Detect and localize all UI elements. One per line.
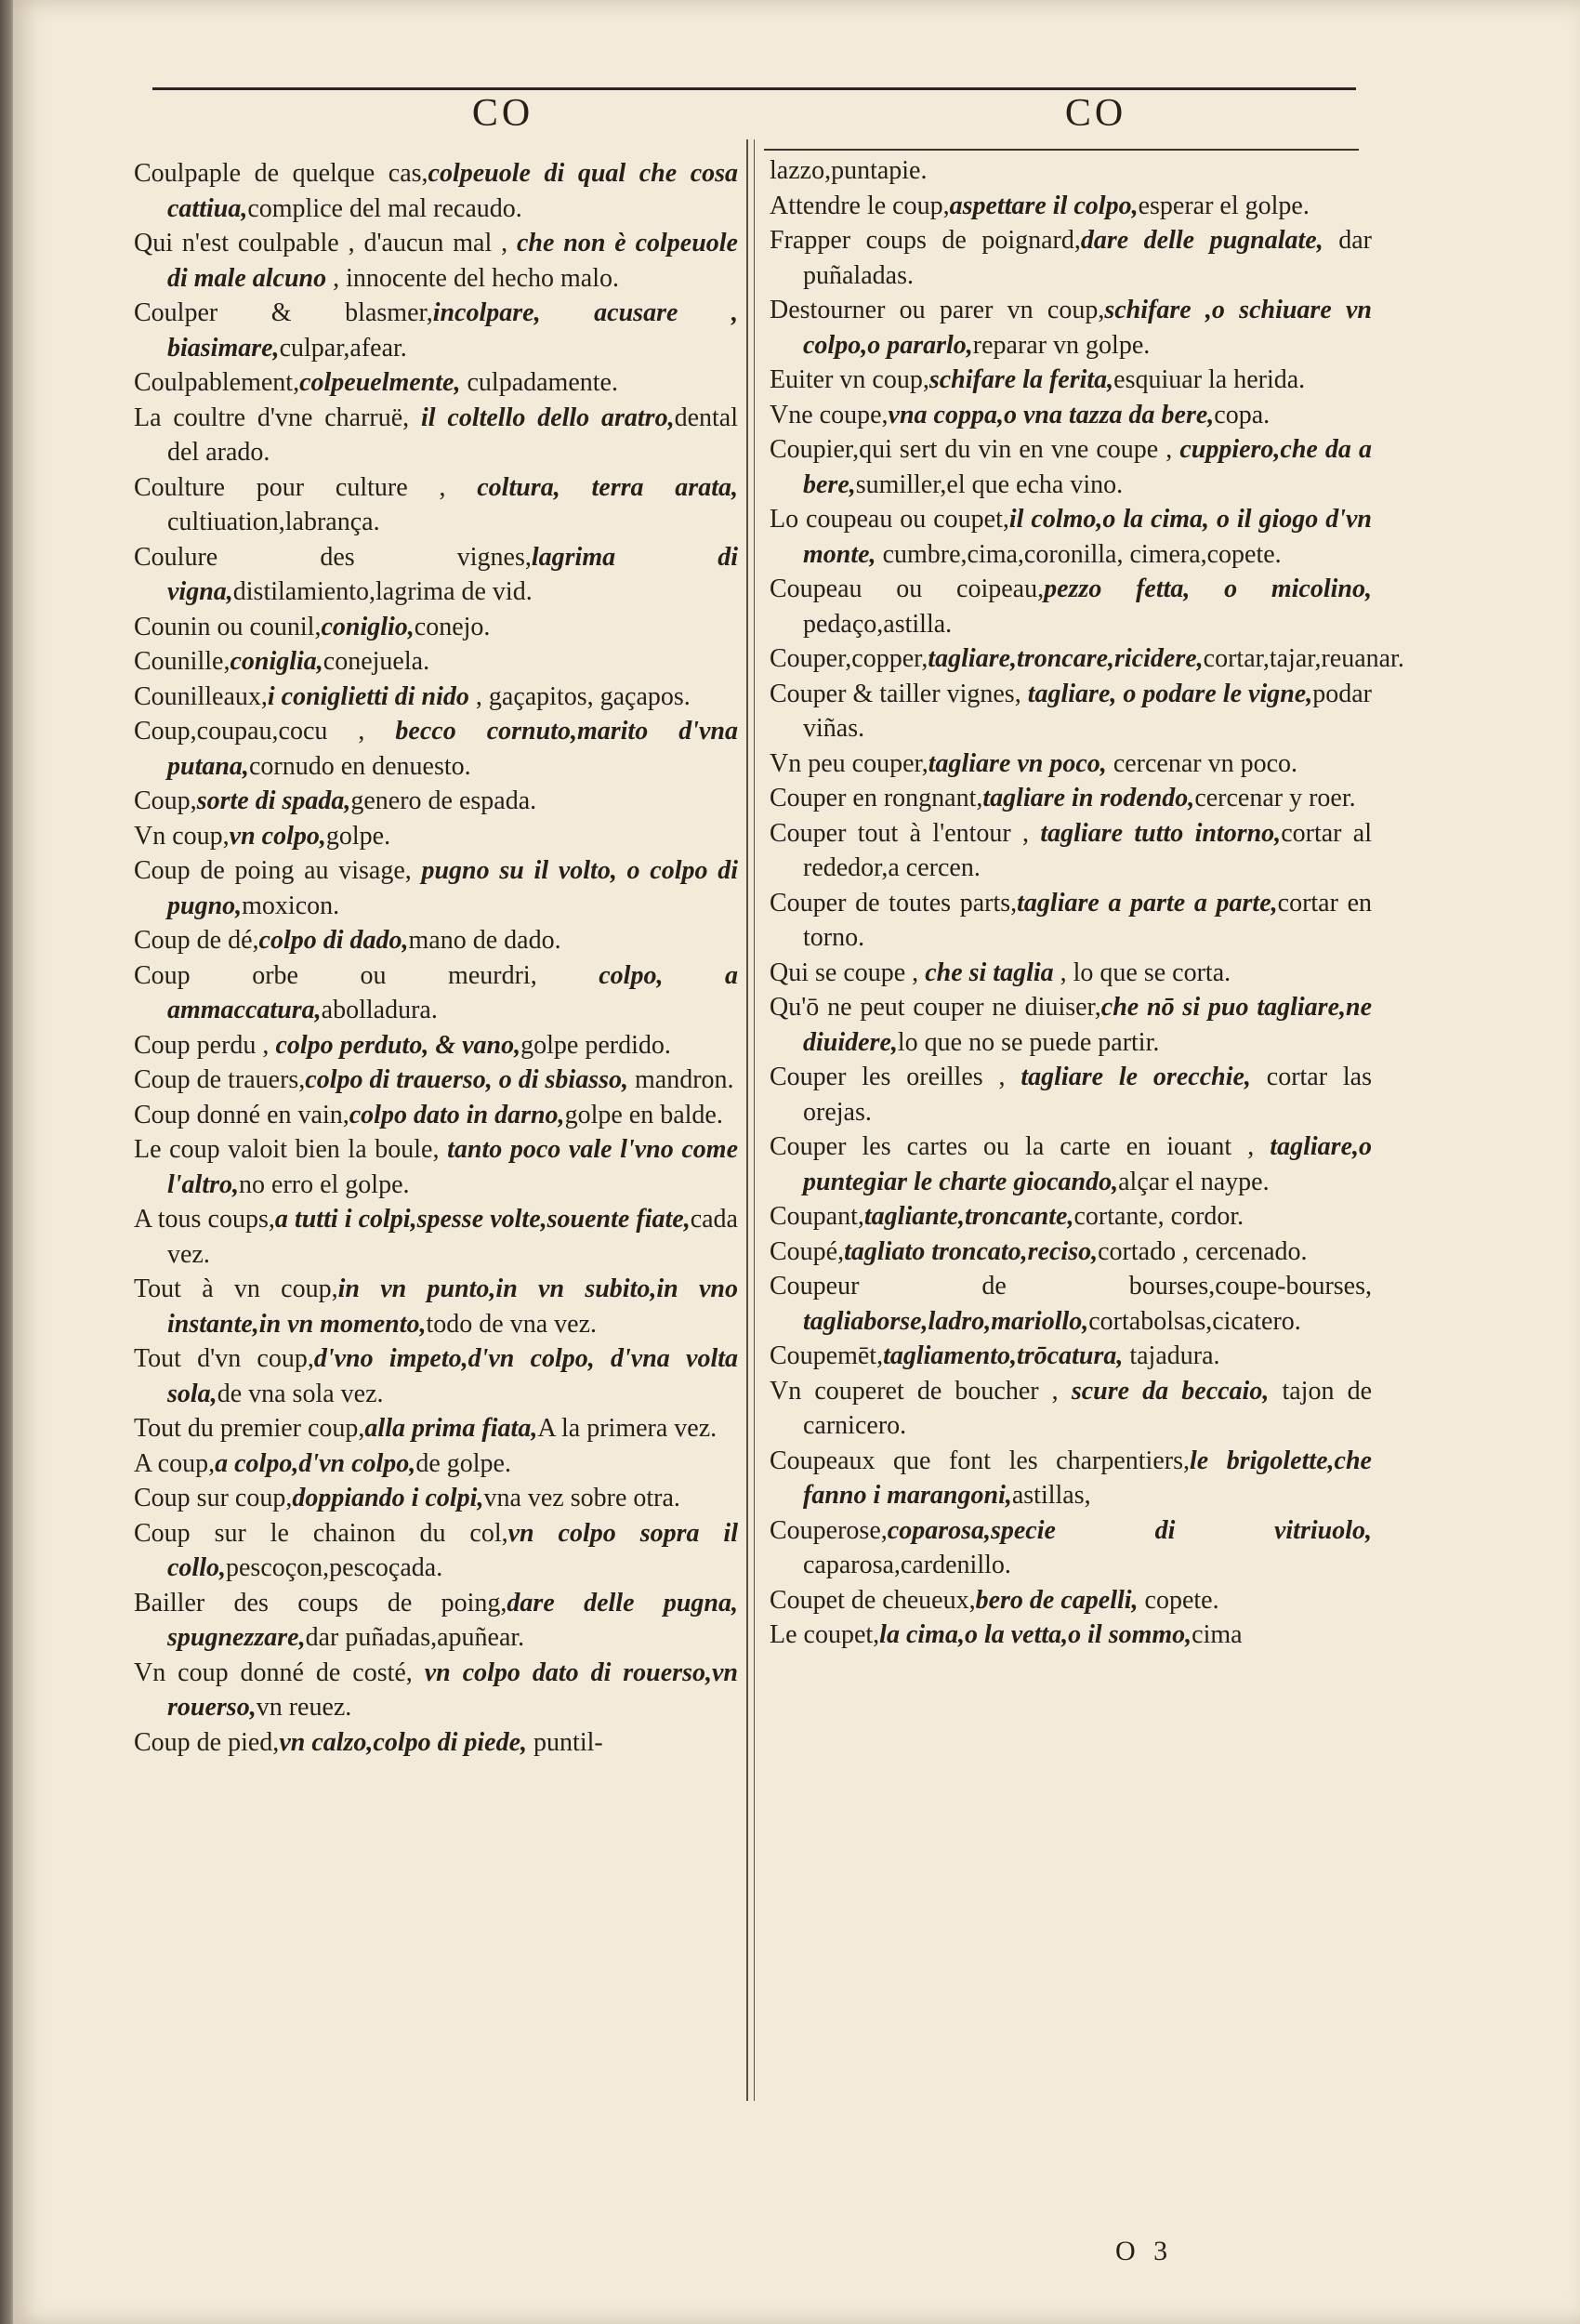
italian-translation: colpeuelmente, xyxy=(299,368,461,397)
running-head-left: CO xyxy=(471,92,534,135)
french-headword: Coupier,qui sert du vin en vne coupe , xyxy=(770,435,1180,464)
dictionary-entry xyxy=(770,1618,1372,1653)
french-headword: Tout du premier coup, xyxy=(134,1414,365,1443)
spanish-translation: cercenar y roer. xyxy=(1194,784,1356,812)
italian-translation: coltura, terra arata, xyxy=(477,472,738,502)
french-headword: Coulture pour culture , xyxy=(134,472,478,502)
dictionary-entry xyxy=(770,189,1372,224)
spanish-translation: no erro el golpe. xyxy=(239,1169,410,1199)
spanish-translation: puntil- xyxy=(527,1727,603,1757)
italian-translation: che si taglia xyxy=(925,957,1054,987)
spanish-translation: dar puñadas,apuñear. xyxy=(305,1623,525,1652)
spanish-translation: complice del mal recaudo. xyxy=(247,193,522,223)
french-headword: Vn coup donné de costé, xyxy=(134,1657,425,1687)
italian-translation: a colpo,d'vn colpo, xyxy=(215,1448,416,1478)
italian-translation: tagliare tutto intorno, xyxy=(1040,818,1282,848)
spanish-translation: cornudo en denuesto. xyxy=(248,751,471,781)
italian-translation: becco cornuto,marito d'vna putana, xyxy=(167,717,738,781)
spanish-translation: lo que no se puede partir. xyxy=(897,1027,1160,1057)
dictionary-entry xyxy=(770,1060,1372,1129)
spanish-translation: genero de espada. xyxy=(350,786,537,815)
italian-translation: coniglio, xyxy=(321,612,415,641)
spanish-translation: vna vez sobre otra. xyxy=(483,1484,680,1512)
spanish-translation: cortado , cercenado. xyxy=(1098,1236,1308,1266)
dictionary-entry xyxy=(770,572,1372,641)
italian-translation: tagliamento,trōcatura, xyxy=(883,1341,1124,1370)
italian-translation: schifare ,o schiuare vn colpo,o pararlo, xyxy=(803,296,1372,360)
dictionary-entry xyxy=(770,990,1372,1060)
spanish-translation: tajon de carnicero. xyxy=(803,1376,1372,1440)
spanish-translation: astillas, xyxy=(1011,1481,1091,1510)
italian-translation: tanto poco vale l'vno come l'altro, xyxy=(167,1135,738,1199)
dictionary-entry xyxy=(134,784,738,819)
italian-translation: tagliato troncato,reciso, xyxy=(844,1236,1099,1266)
spanish-translation: abolladura. xyxy=(321,996,438,1024)
dictionary-entry xyxy=(134,1063,738,1098)
column-divider xyxy=(746,139,748,2101)
french-headword: Euiter vn coup, xyxy=(770,365,929,394)
dictionary-entry xyxy=(770,816,1372,886)
italian-translation: vn calzo,colpo di piede, xyxy=(279,1727,528,1757)
italian-translation: vna coppa,o vna tazza da bere, xyxy=(888,400,1215,429)
italian-translation: scure da beccaio, xyxy=(1071,1376,1270,1406)
french-headword: Coup de poing au visage, xyxy=(134,856,422,885)
spanish-translation: cercenar vn poco. xyxy=(1106,748,1298,778)
dictionary-entry xyxy=(134,470,738,540)
spanish-translation: distilamiento,lagrima de vid. xyxy=(232,577,533,606)
french-headword: Counilleaux, xyxy=(134,681,268,711)
french-headword: Couper tout à l'entour , xyxy=(770,818,1041,848)
dictionary-entry xyxy=(134,610,738,645)
italian-translation: cuppiero,che da a bere, xyxy=(803,435,1372,499)
spanish-translation: cortante, cordor. xyxy=(1073,1202,1244,1231)
spanish-translation: cima xyxy=(1192,1620,1243,1649)
dictionary-entry xyxy=(134,1098,738,1133)
signature-mark: O 3 xyxy=(1115,2236,1174,2266)
italian-translation: colpo, a ammaccatura, xyxy=(167,960,739,1024)
french-headword: Coupeaux que font les charpentiers, xyxy=(770,1446,1190,1475)
dictionary-entry xyxy=(770,641,1404,677)
french-headword: Couper les oreilles , xyxy=(770,1063,1021,1091)
french-headword: Vne coupe, xyxy=(770,400,889,429)
dictionary-entry xyxy=(134,923,738,958)
spanish-translation: reparar vn golpe. xyxy=(972,330,1151,360)
spanish-translation: esperar el golpe. xyxy=(1138,191,1310,220)
italian-translation: vn colpo sopra il collo, xyxy=(167,1518,738,1582)
italian-translation: tagliare a parte a parte, xyxy=(1017,888,1278,918)
spanish-translation: culpar,afear. xyxy=(279,333,407,363)
dictionary-entry xyxy=(134,1656,738,1725)
spanish-translation: de golpe. xyxy=(415,1448,511,1478)
left-column xyxy=(134,156,738,1760)
dictionary-entry xyxy=(770,502,1372,572)
french-headword: Destourner ou parer vn coup, xyxy=(770,296,1105,324)
french-headword: Coup perdu , xyxy=(134,1030,276,1060)
french-headword: Le coupet, xyxy=(770,1620,880,1649)
italian-translation: coniglia, xyxy=(230,647,323,676)
french-headword: Couper en rongnant, xyxy=(770,784,983,812)
french-headword: Vn couperet de boucher , xyxy=(770,1376,1072,1406)
italian-translation: coparosa,specie di vitriuolo, xyxy=(887,1515,1372,1545)
italian-translation: lagrima di vigna, xyxy=(167,542,739,606)
french-headword: Coup de dé, xyxy=(134,926,259,955)
italian-translation: d'vno impeto,d'vn colpo, d'vna volta sola, xyxy=(167,1344,739,1408)
italian-translation: tagliante,troncante, xyxy=(863,1202,1074,1231)
dictionary-entry xyxy=(770,1235,1372,1270)
dictionary-entry xyxy=(134,853,738,923)
italian-translation: vn colpo dato di rouerso,vn rouerso, xyxy=(167,1657,738,1722)
dictionary-entry xyxy=(134,1341,738,1411)
italian-translation: il coltello dello aratro, xyxy=(421,403,675,432)
dictionary-entry xyxy=(134,540,738,610)
french-headword: Counin ou counil, xyxy=(134,612,322,641)
spanish-translation: moxicon. xyxy=(242,891,340,920)
dictionary-entry xyxy=(770,153,1372,189)
french-headword: Tout d'vn coup, xyxy=(134,1344,314,1373)
dictionary-entry xyxy=(770,677,1372,746)
dictionary-entry xyxy=(770,1444,1372,1513)
spanish-translation: conejo. xyxy=(414,612,491,641)
italian-translation: tagliare vn poco, xyxy=(928,748,1107,778)
spanish-translation: , lo que se corta. xyxy=(1053,957,1231,987)
dictionary-entry xyxy=(770,781,1372,816)
italian-translation: colpo di dado, xyxy=(258,926,409,955)
dictionary-entry xyxy=(134,296,738,365)
spanish-translation: de vna sola vez. xyxy=(217,1379,384,1408)
dictionary-entry xyxy=(770,746,1372,782)
french-headword: Bailler des coups de poing, xyxy=(134,1588,507,1618)
dictionary-entry xyxy=(134,1446,738,1482)
spanish-translation: , innocente del hecho malo. xyxy=(326,263,620,293)
french-headword: Coup de pied, xyxy=(134,1727,280,1757)
dictionary-entry xyxy=(770,223,1372,293)
italian-translation: schifare la ferita, xyxy=(928,365,1114,394)
dictionary-entry xyxy=(134,226,738,296)
spanish-translation: todo de vna vez. xyxy=(426,1309,597,1339)
dictionary-entry xyxy=(770,432,1372,502)
dictionary-entry xyxy=(134,714,738,784)
spanish-translation: alçar el naype. xyxy=(1118,1167,1270,1196)
spanish-translation: tajadura. xyxy=(1123,1341,1220,1370)
french-headword: Couper & tailler vignes, xyxy=(770,679,1028,708)
dictionary-entry xyxy=(770,1513,1372,1583)
french-headword: Qui se coupe , xyxy=(770,957,926,987)
spanish-translation: cortabolsas,cicatero. xyxy=(1088,1306,1301,1336)
dictionary-entry xyxy=(134,819,738,854)
running-head-right: CO xyxy=(1064,92,1127,135)
dictionary-entry xyxy=(134,1411,738,1446)
french-headword: A coup, xyxy=(134,1448,216,1478)
italian-translation: le brigolette,che fanno i marangoni, xyxy=(803,1446,1372,1510)
italian-translation: colpo dato in darno, xyxy=(349,1100,565,1129)
dictionary-entry xyxy=(770,1339,1372,1374)
top-rule xyxy=(152,87,1356,90)
italian-translation: a tutti i colpi,spesse volte,souente fiate, xyxy=(274,1205,691,1234)
italian-translation: che nō si puo tagliare,ne diuidere, xyxy=(803,993,1373,1057)
french-headword: Coupet de cheueux, xyxy=(770,1585,976,1615)
french-headword: Couper de toutes parts, xyxy=(770,888,1018,918)
spanish-translation: pedaço,astilla. xyxy=(803,609,953,639)
french-headword: Vn coup, xyxy=(134,821,230,851)
italian-translation: colpeuole di qual che cosa cattiua, xyxy=(167,159,739,223)
italian-translation: sorte di spada, xyxy=(196,786,351,815)
french-headword: lazzo,puntapie. xyxy=(770,156,928,185)
dictionary-entry xyxy=(770,956,1372,991)
spanish-translation: cada vez. xyxy=(167,1205,738,1269)
spanish-translation: golpe perdido. xyxy=(520,1030,671,1060)
spanish-translation: conejuela. xyxy=(323,647,430,676)
italian-translation: tagliare,o puntegiar le charte giocando, xyxy=(803,1132,1372,1196)
dictionary-entry xyxy=(770,293,1372,363)
italian-translation: pezzo fetta, o micolino, xyxy=(1044,574,1372,603)
french-headword: Coup sur le chainon du col, xyxy=(134,1518,508,1548)
italian-translation: il colmo,o la cima, o il giogo d'vn monte, xyxy=(803,505,1372,569)
spanish-translation: cortar al rededor,a cercen. xyxy=(803,818,1372,882)
french-headword: Counille, xyxy=(134,647,230,676)
dictionary-entry xyxy=(770,1269,1372,1339)
french-headword: Qui n'est coulpable , d'aucun mal , xyxy=(134,229,517,257)
right-column xyxy=(770,153,1404,1653)
spanish-translation: esquiuar la herida. xyxy=(1113,365,1306,394)
italian-translation: tagliare, o podare le vigne, xyxy=(1027,679,1313,708)
spanish-translation: copa. xyxy=(1214,400,1271,429)
french-headword: Lo coupeau ou coupet, xyxy=(770,505,1009,534)
italian-translation: vn colpo, xyxy=(229,821,326,851)
french-headword: A tous coups, xyxy=(134,1205,275,1234)
french-headword: Coupeur de bourses,coupe-bourses, xyxy=(770,1272,1372,1301)
column-divider-inner xyxy=(754,139,755,2101)
french-headword: Qu'ō ne peut couper ne diuiser, xyxy=(770,993,1101,1022)
dictionary-entry xyxy=(134,1028,738,1063)
dictionary-entry xyxy=(134,1272,738,1341)
french-headword: Tout à vn coup, xyxy=(134,1274,338,1303)
dictionary-entry xyxy=(134,1725,738,1761)
spanish-translation: dar puñaladas. xyxy=(803,226,1372,290)
italian-translation: dare delle pugna, spugnezzare, xyxy=(167,1588,738,1652)
french-headword: Coup de trauers, xyxy=(134,1065,306,1094)
french-headword: Couper les cartes ou la carte en iouant , xyxy=(770,1132,1271,1161)
dictionary-entry xyxy=(770,1374,1372,1444)
italian-translation: la cima,o la vetta,o il sommo, xyxy=(879,1620,1192,1649)
spanish-translation: mano de dado. xyxy=(408,926,561,955)
french-headword: Le coup valoit bien la boule, xyxy=(134,1135,448,1164)
french-headword: Attendre le coup, xyxy=(770,191,950,220)
italian-translation: i coniglietti di nido xyxy=(267,681,469,711)
spanish-translation: cortar,tajar,reuanar. xyxy=(1203,644,1404,673)
italian-translation: tagliare in rodendo, xyxy=(982,784,1195,812)
dictionary-entry xyxy=(134,401,738,470)
french-headword: Coupé, xyxy=(770,1236,845,1266)
column-head-rule xyxy=(764,149,1359,151)
spanish-translation: golpe. xyxy=(325,821,391,851)
spanish-translation: golpe en balde. xyxy=(564,1100,723,1129)
italian-translation: tagliaborse,ladro,mariollo, xyxy=(803,1306,1089,1336)
italian-translation: che non è colpeuole di male alcuno xyxy=(167,229,738,293)
dictionary-entry xyxy=(134,644,738,680)
dictionary-entry xyxy=(134,1586,738,1656)
spanish-translation: cortar en torno. xyxy=(803,888,1373,952)
french-headword: Coulpaple de quelque cas, xyxy=(134,159,428,188)
spanish-translation: , gaçapitos, gaçapos. xyxy=(468,681,691,711)
french-headword: Couper,copper, xyxy=(770,644,928,673)
italian-translation: pugno su il volto, o colpo di pugno, xyxy=(167,856,738,920)
french-headword: Coup,coupau,cocu , xyxy=(134,717,396,746)
italian-translation: bero de capelli, xyxy=(975,1585,1139,1615)
dictionary-entry xyxy=(770,886,1372,956)
spanish-translation: sumiller,el que echa vino. xyxy=(855,469,1124,499)
dictionary-entry xyxy=(134,1481,738,1516)
french-headword: Coupemēt, xyxy=(770,1341,884,1370)
italian-translation: tagliare,troncare,ricidere, xyxy=(928,644,1204,673)
spanish-translation: mandron. xyxy=(628,1065,734,1094)
dictionary-entry xyxy=(770,398,1372,433)
french-headword: Coup, xyxy=(134,786,197,815)
dictionary-entry xyxy=(770,1129,1372,1199)
spanish-translation: A la primera vez. xyxy=(537,1414,718,1443)
spanish-translation: caparosa,cardenillo. xyxy=(803,1551,1011,1579)
french-headword: Coupant, xyxy=(770,1202,864,1231)
dictionary-entry xyxy=(134,1202,738,1272)
italian-translation: colpo perduto, & vano, xyxy=(275,1030,521,1060)
spanish-translation: cumbre,cima,coronilla, cimera,copete. xyxy=(876,539,1282,569)
dictionary-entry xyxy=(134,958,738,1028)
french-headword: Coulpablement, xyxy=(134,368,300,397)
dictionary-entry xyxy=(134,365,738,401)
dictionary-entry xyxy=(134,680,738,715)
spanish-translation: podar viñas. xyxy=(803,679,1372,743)
dictionary-entry xyxy=(770,1199,1372,1235)
french-headword: Coulper & blasmer, xyxy=(134,298,433,327)
spanish-translation: cultiuation,labrança. xyxy=(167,508,380,536)
italian-translation: doppiando i colpi, xyxy=(292,1484,484,1512)
french-headword: Frapper coups de poignard, xyxy=(770,226,1081,255)
dictionary-entry xyxy=(134,1516,738,1586)
dictionary-entry xyxy=(770,1583,1372,1618)
italian-translation: dare delle pugnalate, xyxy=(1080,226,1323,255)
spanish-translation: cortar las orejas. xyxy=(803,1063,1372,1127)
french-headword: Couperose, xyxy=(770,1515,888,1545)
french-headword: Coupeau ou coipeau, xyxy=(770,574,1045,603)
italian-translation: alla prima fiata, xyxy=(364,1414,538,1443)
dictionary-page xyxy=(13,0,1580,2324)
italian-translation: aspettare il colpo, xyxy=(949,191,1139,220)
spanish-translation: culpadamente. xyxy=(460,368,618,397)
italian-translation: in vn punto,in vn subito,in vno instante,in vn momento, xyxy=(167,1274,738,1339)
dictionary-entry xyxy=(770,363,1372,398)
french-headword: Vn peu couper, xyxy=(770,748,928,778)
french-headword: Coup orbe ou meurdri, xyxy=(134,960,599,990)
spanish-translation: dental del arado. xyxy=(167,403,738,467)
french-headword: Coup donné en vain, xyxy=(134,1100,349,1129)
spanish-translation: pescoçon,pescoçada. xyxy=(226,1553,443,1582)
italian-translation: incolpare, acusare , biasimare, xyxy=(167,298,739,363)
spanish-translation: vn reuez. xyxy=(256,1693,352,1722)
french-headword: Coup sur coup, xyxy=(134,1484,293,1512)
french-headword: La coultre d'vne charruë, xyxy=(134,403,421,432)
spanish-translation: copete. xyxy=(1138,1585,1219,1615)
dictionary-entry xyxy=(134,156,738,226)
italian-translation: tagliare le orecchie, xyxy=(1020,1063,1251,1091)
french-headword: Coulure des vignes, xyxy=(134,542,532,572)
dictionary-entry xyxy=(134,1132,738,1202)
italian-translation: colpo di trauerso, o di sbiasso, xyxy=(305,1065,628,1094)
